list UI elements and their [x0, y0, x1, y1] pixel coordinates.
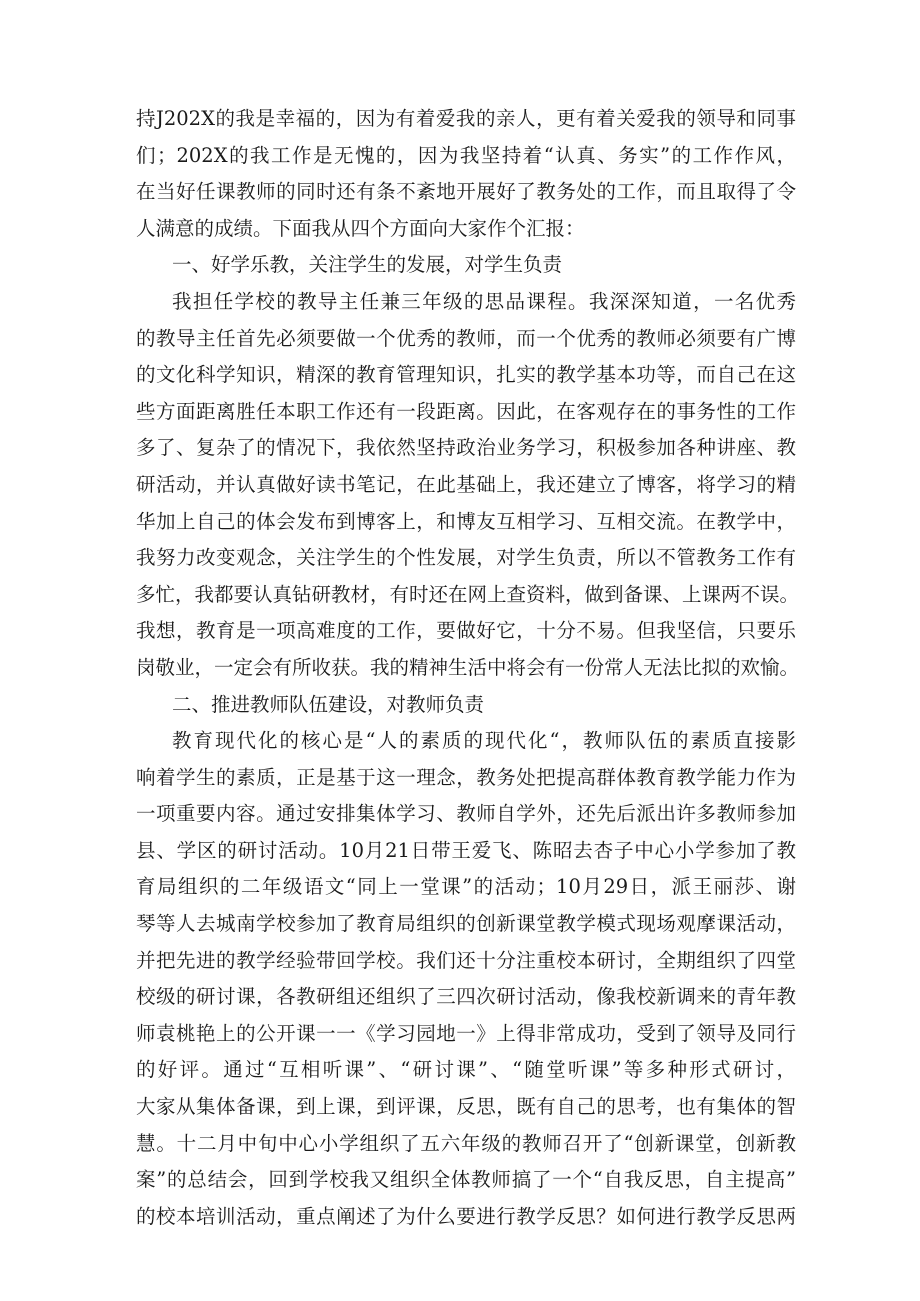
- section-1-line: 多忙，我都要认真钻研教材，有时还在网上查资料，做到备课、上课两不误。: [136, 582, 800, 606]
- section-1-line: 我想，教育是一项高难度的工作，要做好它，十分不易。但我坚信，只要乐: [136, 619, 796, 643]
- section-1-heading: 一、好学乐教，关注学生的发展，对学生负责: [172, 253, 563, 277]
- section-1-line: 些方面距离胜任本职工作还有一段距离。因此，在客观存在的事务性的工作: [136, 399, 796, 423]
- intro-line: 人满意的成绩。下面我从四个方面向大家作个汇报：: [136, 216, 585, 240]
- section-2-line: 县、学区的研讨活动。10月21日带王爱飞、陈昭去杏子中心小学参加了教: [136, 838, 796, 862]
- document-body: [136, 101, 800, 1235]
- section-2-line: 的好评。通过“互相听课”、“研讨课”、“随堂听课”等多种形式研讨，: [136, 1058, 796, 1082]
- section-1-line: 的文化科学知识，精深的教育管理知识，扎实的教学基本功等，而自己在这: [136, 363, 796, 387]
- section-1-line: 多了、复杂了的情况下，我依然坚持政治业务学习，积极参加各种讲座、教: [136, 436, 796, 460]
- section-2-line: 师袁桃艳上的公开课一一《学习园地一》上得非常成功，受到了领导及同行: [136, 1021, 796, 1045]
- section-2-line: 的校本培训活动，重点阐述了为什么要进行教学反思？如何进行教学反思两: [136, 1204, 796, 1228]
- section-2-line: 并把先进的教学经验带回学校。我们还十分注重校本研讨，全期组织了四堂: [136, 948, 796, 972]
- section-1-line: 我努力改变观念，关注学生的个性发展，对学生负责，所以不管教务工作有: [136, 546, 796, 570]
- section-2-line: 慧。十二月中旬中心小学组织了五六年级的教师召开了“创新课堂，创新教: [136, 1131, 796, 1155]
- section-1-line: 研活动，并认真做好读书笔记，在此基础上，我还建立了博客，将学习的精: [136, 472, 796, 496]
- section-2-line: 琴等人去城南学校参加了教育局组织的创新课堂教学模式现场观摩课活动，: [136, 912, 796, 936]
- section-2-line: 教育现代化的核心是“人的素质的现代化“，教师队伍的素质直接影: [172, 729, 796, 753]
- section-2-line: 大家从集体备课，到上课，到评课，反思，既有自己的思考，也有集体的智: [136, 1095, 796, 1119]
- section-2-line: 校级的研讨课，各教研组还组织了三四次研讨活动，像我校新调来的青年教: [136, 985, 796, 1009]
- intro-line: 在当好任课教师的同时还有条不紊地开展好了教务处的工作，而且取得了令: [136, 180, 796, 204]
- section-2-line: 响着学生的素质，正是基于这一理念，教务处把提高群体教育教学能力作为: [136, 765, 796, 789]
- section-2-line: 案”的总结会，回到学校我又组织全体教师搞了一个“自我反思，自主提高”: [136, 1168, 796, 1192]
- section-2-heading: 二、推进教师队伍建设，对教师负责: [172, 692, 485, 716]
- section-1-line: 我担任学校的教导主任兼三年级的思品课程。我深深知道，一名优秀: [172, 289, 796, 313]
- section-2-line: 一项重要内容。通过安排集体学习、教师自学外，还先后派出许多教师参加: [136, 802, 796, 826]
- intro-line: 持J202X的我是幸福的，因为有着爱我的亲人，更有着关爱我的领导和同事: [136, 107, 796, 130]
- intro-line: 们；202X的我工作是无愧的，因为我坚持着“认真、务实”的工作作风，: [136, 143, 796, 167]
- section-2-line: 育局组织的二年级语文“同上一堂课”的活动；10月29日，派王丽莎、谢: [136, 875, 796, 899]
- section-1-line: 华加上自己的体会发布到博客上，和博友互相学习、互相交流。在教学中，: [136, 509, 796, 533]
- section-1-line: 的教导主任首先必须要做一个优秀的教师，而一个优秀的教师必须要有广博: [136, 326, 796, 350]
- section-1-line: 岗敬业，一定会有所收获。我的精神生活中将会有一份常人无法比拟的欢愉。: [136, 655, 800, 679]
